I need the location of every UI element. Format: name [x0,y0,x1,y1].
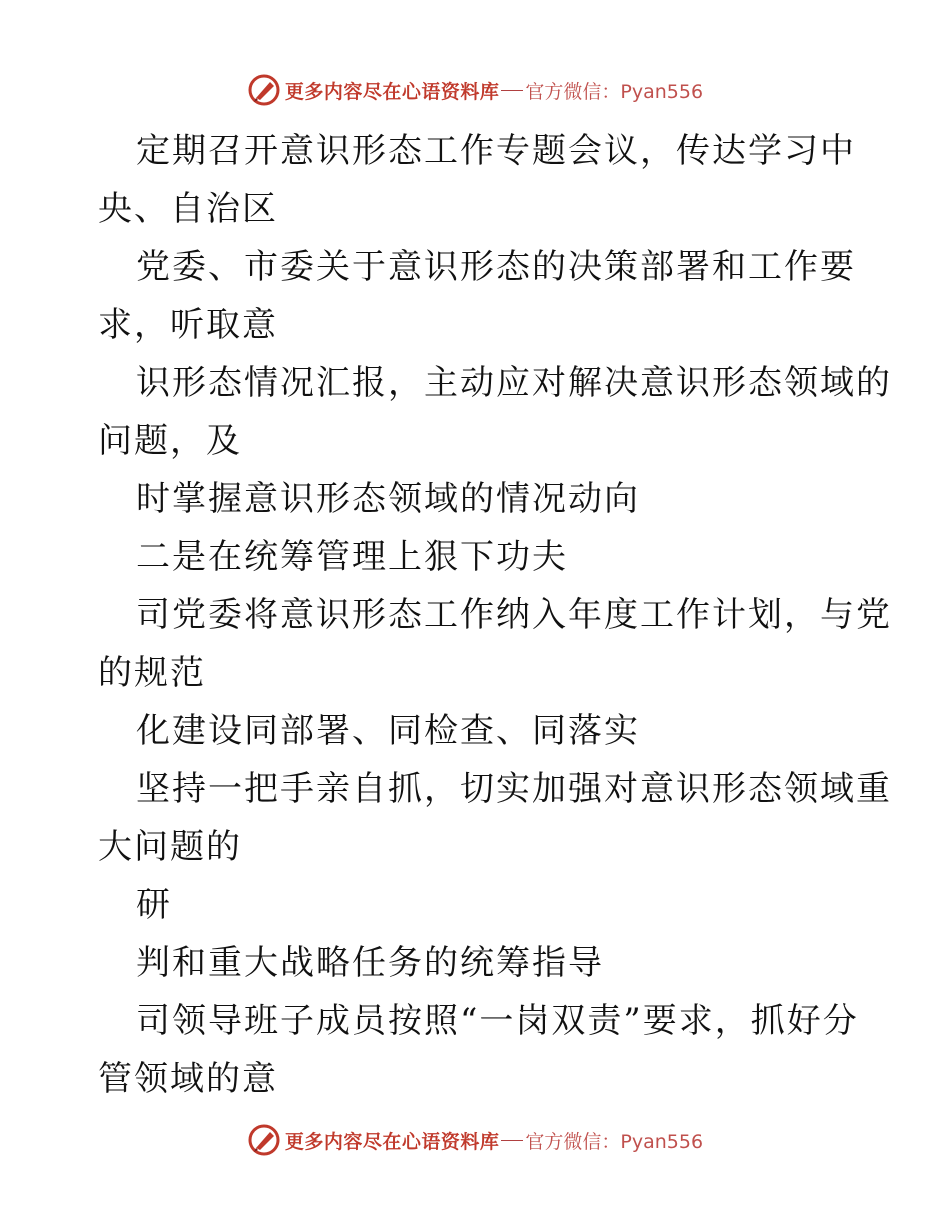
footer-dash [501,1140,523,1141]
header-text: 更多内容尽在心语资料库 [284,80,500,103]
body-line: 问题，及 [98,421,242,461]
body-line: 坚持一把手亲自抓，切实加强对意识形态领域重 [136,769,892,809]
body-line: 时掌握意识形态领域的情况动向 [136,479,640,519]
header-banner [0,70,950,110]
body-line: 的规范 [98,653,206,693]
body-line: 司党委将意识形态工作纳入年度工作计划，与党 [136,595,892,635]
body-line: 管领域的意 [98,1059,278,1099]
body-line: 求，听取意 [98,305,278,345]
body-line: 大问题的 [98,827,242,867]
body-line: 研 [136,885,172,925]
footer-banner [0,1120,950,1160]
document-body [98,122,898,1108]
body-line: 判和重大战略任务的统筹指导 [136,943,604,983]
header-dash [501,90,523,91]
body-line: 司领导班子成员按照“一岗双责”要求，抓好分 [136,1001,859,1041]
body-line: 化建设同部署、同检查、同落实 [136,711,640,751]
body-line: 二是在统筹管理上狠下功夫 [136,537,568,577]
header-wechat: 官方微信：Pyan556 [525,80,704,103]
body-line: 定期召开意识形态工作专题会议，传达学习中 [136,131,856,171]
body-line: 党委、市委关于意识形态的决策部署和工作要 [136,247,856,287]
footer-text: 更多内容尽在心语资料库 [284,1130,500,1153]
footer-wechat: 官方微信：Pyan556 [525,1130,704,1153]
pen-logo-icon [247,1123,281,1157]
body-line: 识形态情况汇报，主动应对解决意识形态领域的 [136,363,892,403]
pen-logo-icon [247,73,281,107]
body-line: 央、自治区 [98,189,278,229]
